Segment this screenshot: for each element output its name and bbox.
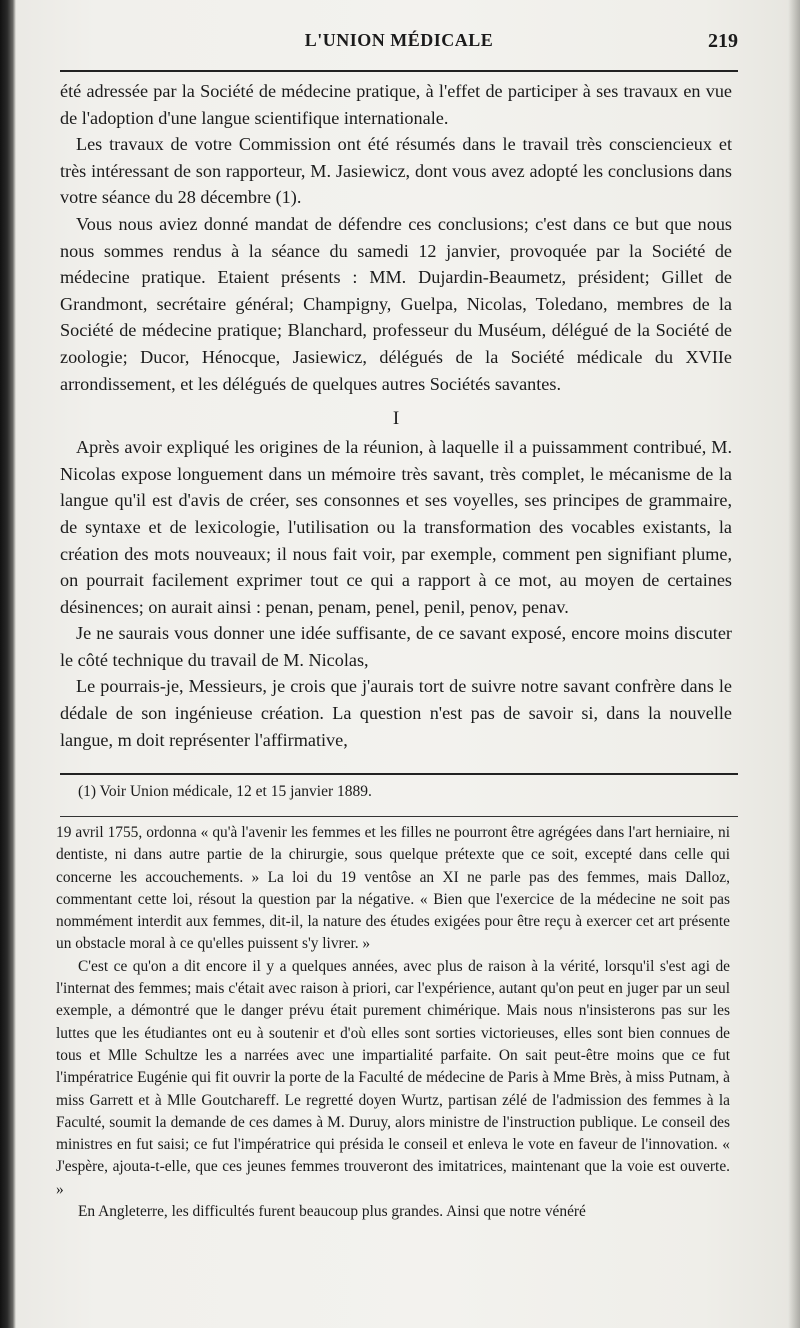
book-spine-shadow <box>0 0 16 1328</box>
paragraph: Le pourrais-je, Messieurs, je crois que j'aurais tort de suivre notre savant confrère dans le dédale de son ingénieuse création. La question n'est pas de savoir si, dans la nouvelle langue, m doit représenter l'affirmative, <box>60 676 732 750</box>
header-rule <box>60 70 738 72</box>
journal-title: L'UNION MÉDICALE <box>304 30 494 50</box>
paragraph: Je ne saurais vous donner une idée suffisante, de ce savant exposé, encore moins discuter le côté technique du travail de M. Nicolas, <box>60 623 732 670</box>
main-text <box>60 78 732 753</box>
footnote-rule <box>60 773 738 775</box>
paragraph: Vous nous aviez donné mandat de défendre ces conclusions; c'est dans ce but que nous nous sommes rendus à la séance du samedi 12 janvier, provoquée par la Société de médecine pratique. Etaient présents : MM. Dujardin-Beaumetz, président; Gillet de Grandmont, secrétaire général; Champigny, Guelpa, Nicolas, Toledano, membres de la Société de médecine pratique; Blanchard, professeur du Muséum, délégué de la Société de zoologie; Ducor, Hénocque, Jasiewicz, délégués de la Société médicale du XVIIe arrondissement, et les délégués de quelques autres Sociétés savantes. <box>60 213 732 394</box>
paragraph: été adressée par la Société de médecine pratique, à l'effet de participer à ses travaux en vue de l'adoption d'une langue scientifique internationale. <box>60 81 732 128</box>
page-number: 219 <box>708 30 738 52</box>
paragraph: C'est ce qu'on a dit encore il y a quelques années, avec plus de raison à la vérité, lorsqu'il s'est agi de l'internat des femmes; mais c'était avec raison à priori, car l'expérience, autant qu'on peut en juger par un seul exemple, a démontré que le danger prévu était purement chimérique. Mais nous n'insisterons pas sur les luttes que les étudiantes ont eu à soutenir et d'où elles sont sorties victorieuses, elles sont bien connues de tous et Mlle Schultze les a narrées avec une impartialité parfaite. On sait peut-être moins que ce fut l'impératrice Eugénie qui fit ouvrir la porte de la Faculté de médecine de Paris à Mme Brès, à miss Putnam, à miss Garrett et à Mlle Goutchareff. Le regretté doyen Wurtz, partisan zélé de l'admission des femmes à la Faculté, soumit la demande de ces dames à M. Duruy, alors ministre de l'instruction publique. Le conseil des ministres en fut saisi; ce fut l'impératrice qui présida le conseil et enleva le vote en faveur de l'innovation. « J'espère, ajouta-t-elle, que ces jeunes femmes trouveront des imitatrices, maintenant que la voie est ouverte. » <box>56 957 730 1198</box>
page-edge-shadow <box>788 0 800 1328</box>
paragraph: 19 avril 1755, ordonna « qu'à l'avenir les femmes et les filles ne pourront être agrégées dans l'art herniaire, ni dentiste, ni dans autre partie de la chirurgie, sous quelque prétexte que ce soit, excepté dans celle qui concerne les accouchements. » La loi du 19 ventôse an XI ne parle pas des femmes, mais Dalloz, commentant cette loi, résout la question par la négative. « Bien que l'exercice de la médecine ne soit pas nommément interdit aux femmes, dit-il, la nature des études exigées pour être reçu à exercer cet art présente un obstacle moral à ce qu'elles puissent s'y livrer. » <box>56 824 730 953</box>
feuilleton-text <box>56 822 730 1223</box>
paragraph: Les travaux de votre Commission ont été résumés dans le travail très consciencieux et très intéressant de son rapporteur, M. Jasiewicz, dont vous avez adopté les conclusions dans votre séance du 28 décembre (1). <box>60 134 732 208</box>
section-numeral: I <box>392 408 400 430</box>
paragraph: En Angleterre, les difficultés furent beaucoup plus grandes. Ainsi que notre vénéré <box>78 1203 586 1221</box>
column-divider-rule <box>60 816 738 817</box>
footnote: (1) Voir Union médicale, 12 et 15 janvier 1889. <box>78 783 372 800</box>
running-header <box>60 30 738 60</box>
paragraph: Après avoir expliqué les origines de la réunion, à laquelle il a puissamment contribué, M. Nicolas expose longuement dans un mémoire très savant, très complet, le mécanisme de la langue qu'il est d'avis de créer, ses consonnes et ses voyelles, ses principes de grammaire, de syntaxe et de lexicologie, l'utilisation ou la transformation des vocables existants, la création des mots nouveaux; il nous fait voir, par exemple, comment pen signifiant plume, on pourrait facilement exprimer tout ce qui a rapport à ce mot, au moyen de certaines désinences; on aurait ainsi : penan, penam, penel, penil, penov, penav. <box>60 437 732 617</box>
